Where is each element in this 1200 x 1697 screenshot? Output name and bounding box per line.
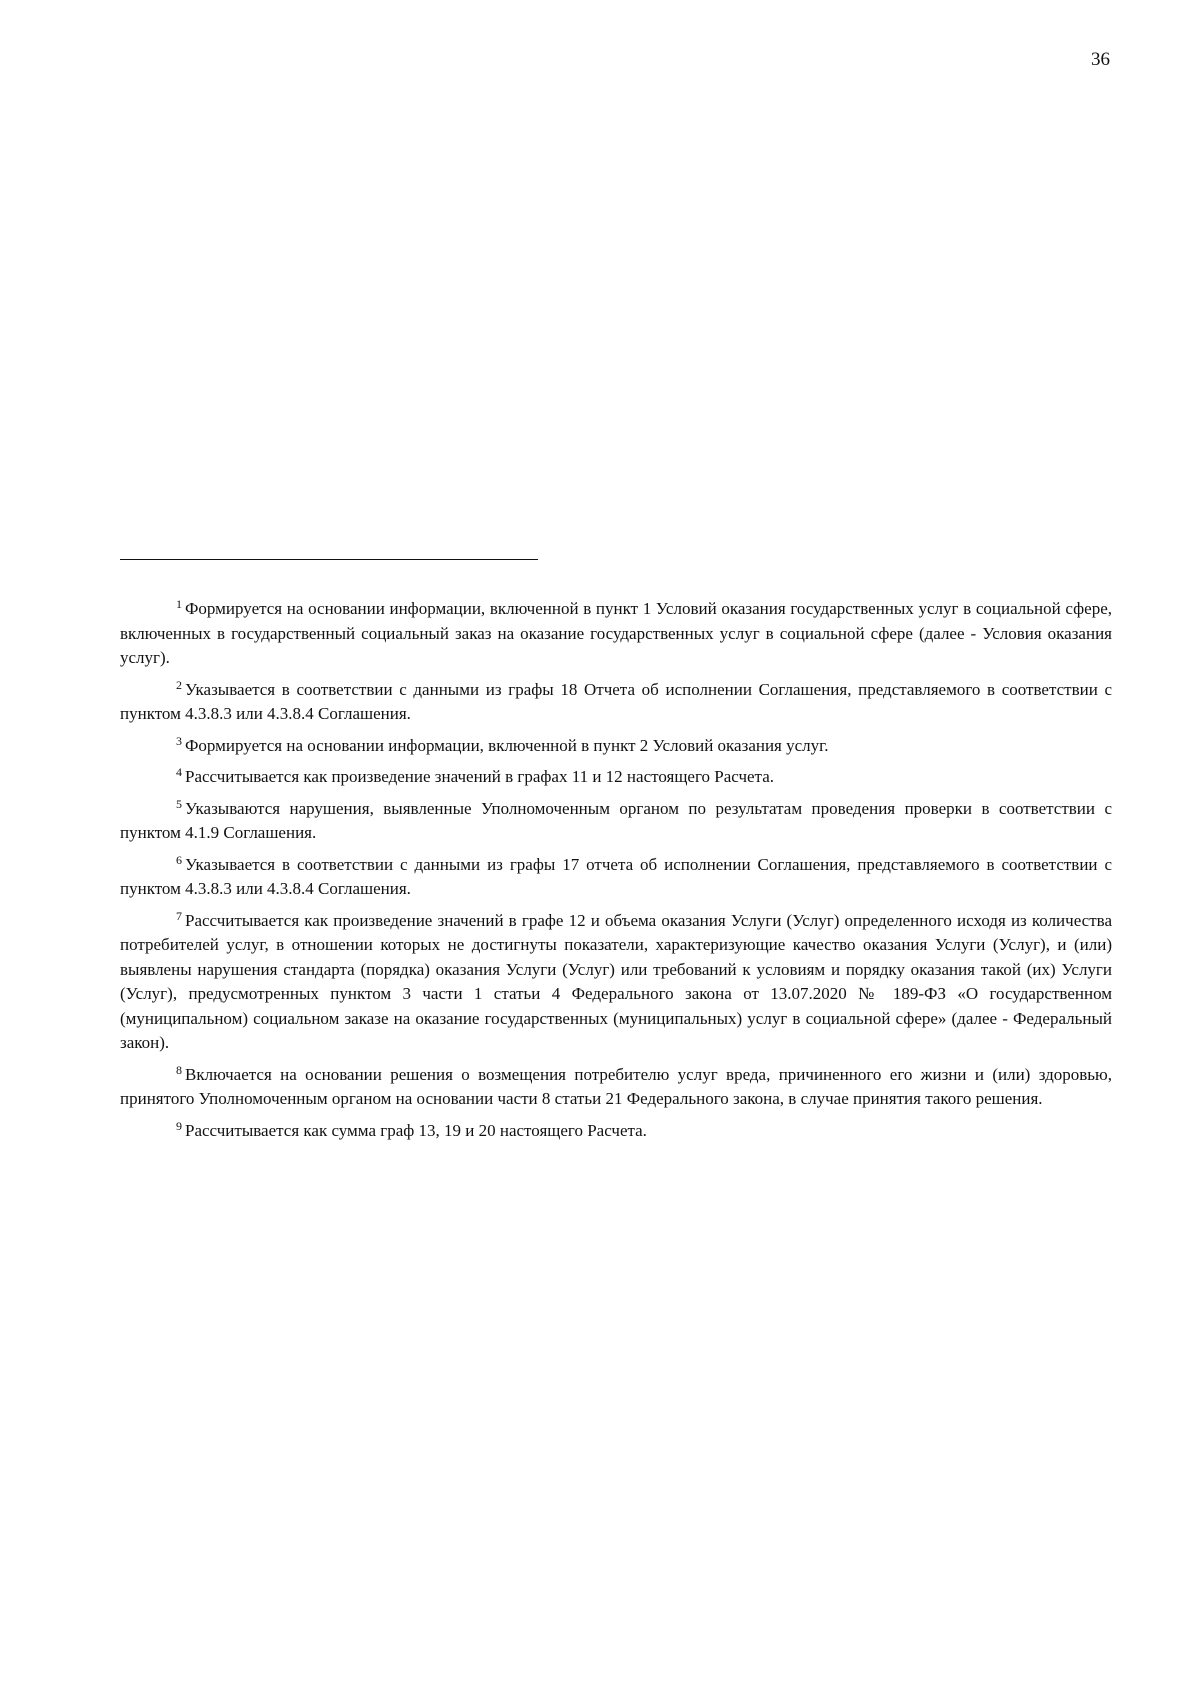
footnote-text: Рассчитывается как произведение значений в графах 11 и 12 настоящего Расчета.: [185, 767, 774, 786]
footnote-mark: 6: [176, 852, 182, 867]
footnote-text: Включается на основании решения о возмещения потребителю услуг вреда, причиненного его жизни и (или) здоровью, принятого Уполномоченным органом на основании части 8 статьи 21 Федерального закона, в случае принятия такого решения.: [120, 1064, 1112, 1108]
footnote-mark: 4: [176, 765, 182, 779]
footnote-text: Рассчитывается как сумма граф 13, 19 и 20 настоящего Расчета.: [185, 1120, 647, 1140]
footnote-text: Указываются нарушения, выявленные Уполномоченным органом по результатам проведения проверки в соответствии с пунктом 4.1.9 Соглашения.: [120, 798, 1112, 842]
footnote-mark: 5: [176, 796, 182, 811]
footnote-text: Формируется на основании информации, включенной в пункт 1 Условий оказания государственных услуг в социальной сфере, включенных в государственный социальный заказ на оказание государственных услуг в социальной сфере (далее - Условия оказания услуг).: [120, 599, 1112, 667]
footnote-6: [120, 853, 1112, 902]
footnote-mark: 3: [176, 733, 182, 748]
footnote-2: [120, 678, 1112, 727]
footnote-4: [120, 765, 1112, 790]
footnote-separator: [120, 559, 538, 560]
footnotes-section: [120, 597, 1112, 1150]
footnote-text: Рассчитывается как произведение значений в графе 12 и объема оказания Услуги (Услуг) определенного исходя из количества потребителей услуг, в отношении которых не достигнуты показатели, характеризующие качество оказания Услуги (Услуг), и (или) выявлены нарушения стандарта (порядка) оказания Услуги (Услуг) или требований к условиям и порядку оказания такой (их) Услуги (Услуг), предусмотренных пунктом 3 части 1 статьи 4 Федерального закона от 13.07.2020 № 189-ФЗ «О государственном (муниципальном) социальном заказе на оказание государственных (муниципальных) услуг в социальной сфере» (далее - Федеральный закон).: [120, 910, 1112, 1052]
footnote-mark: 2: [176, 677, 182, 692]
page-number: 36: [1091, 49, 1110, 70]
footnote-7: [120, 909, 1112, 1056]
footnote-3: [120, 734, 1112, 759]
footnote-mark: 9: [176, 1118, 182, 1133]
footnote-1: [120, 597, 1112, 671]
footnote-text: Указывается в соответствии с данными из графы 17 отчета об исполнении Соглашения, представляемого в соответствии с пунктом 4.3.8.3 или 4.3.8.4 Соглашения.: [120, 854, 1112, 898]
footnote-5: [120, 797, 1112, 846]
footnote-8: [120, 1063, 1112, 1112]
footnote-text: Формируется на основании информации, включенной в пункт 2 Условий оказания услуг.: [185, 735, 829, 755]
footnote-mark: 1: [176, 597, 182, 611]
footnote-text: Указывается в соответствии с данными из графы 18 Отчета об исполнении Соглашения, представляемого в соответствии с пунктом 4.3.8.3 или 4.3.8.4 Соглашения.: [120, 679, 1112, 723]
footnote-mark: 8: [176, 1062, 182, 1077]
footnote-mark: 7: [176, 908, 182, 923]
footnote-9: [120, 1119, 1112, 1144]
